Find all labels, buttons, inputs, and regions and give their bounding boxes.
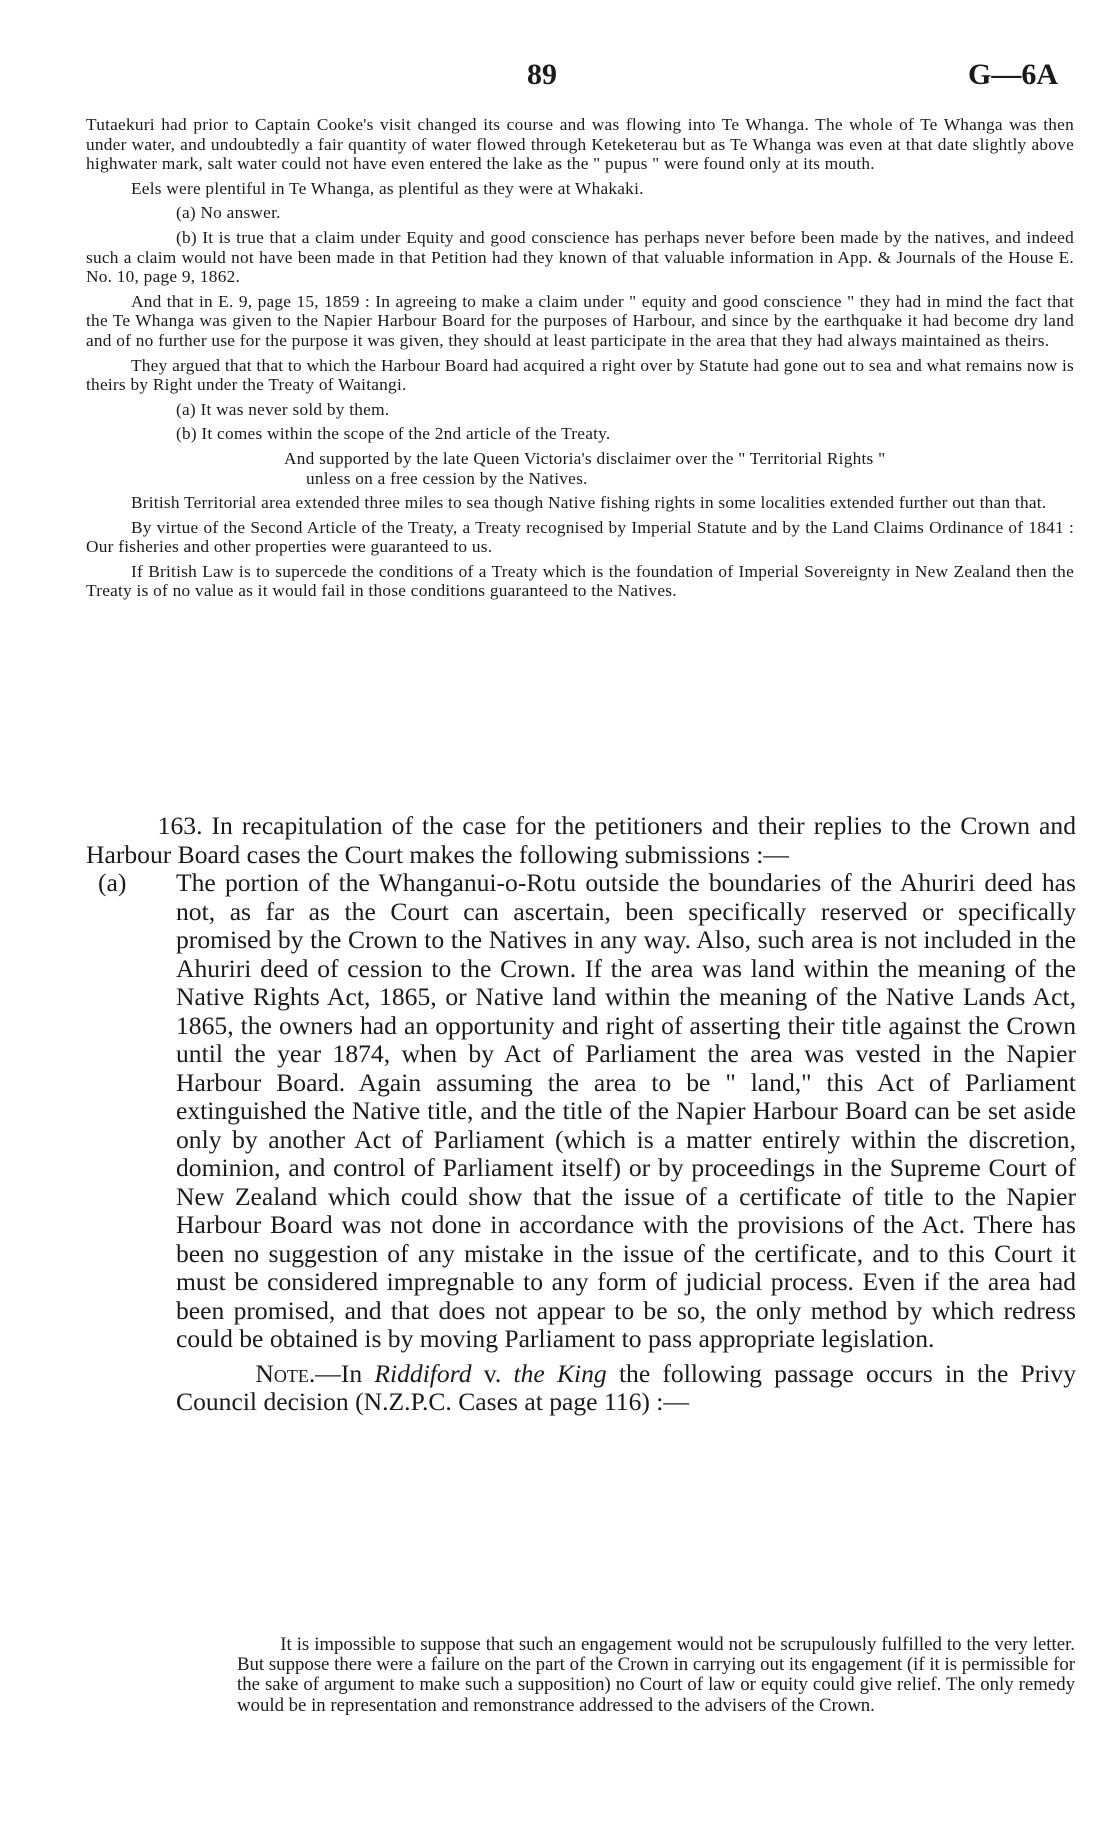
submission-a — [86, 869, 1076, 1354]
item-text: It is true that a claim under Equity and good conscience has perhaps never before been made by the natives, and indeed such a claim would not have been made in that Petition had they known of that valuable information in App. & Journals of the House E. No. 10, page 9, 1862. — [86, 227, 1074, 287]
item-text: It was never sold by them. — [200, 399, 390, 419]
case-name: the King — [513, 1358, 607, 1388]
item-label: (a) — [175, 399, 196, 419]
court-submissions-section — [86, 812, 1076, 1417]
paragraph — [86, 228, 1074, 287]
note-text: v. — [471, 1358, 514, 1388]
item-text: No answer. — [200, 203, 281, 223]
extract-text: It is impossible to suppose that such an engagement would not be scrupulously fulfilled to the very letter. But suppose there were a failure on the part of the Crown in carrying out its engagement (if it is permissible for the sake of argument to make such a supposition) no Court of law or equity could give relief. The only remedy would be in representation and remonstrance addressed to the advisers of the Crown. — [237, 1634, 1075, 1716]
note-text: —In — [315, 1358, 375, 1388]
paragraph-163: 163. In recapitulation of the case for the petitioners and their replies to the Crown and Harbour Board cases the Court makes the following submissions :— — [86, 811, 1076, 869]
item-text: The portion of the Whanganui-o-Rotu outside the boundaries of the Ahuriri deed has not, as far as the Court can ascertain, been specifically reserved or specifically promised by the Crown to the Natives in any way. Also, such area is not included in the Ahuriri deed of cession to the Crown. If the area was land within the meaning of the Native Rights Act, 1865, or Native land within the meaning of the Native Lands Act, 1865, the owners had an opportunity and right of asserting their title against the Crown until the year 1874, when by Act of Parliament the area was vested in the Napier Harbour Board. Again assuming the area to be " land," this Act of Parliament extinguished the Native title, and the title of the Napier Harbour Board can be set aside only by another Act of Parliament (which is a matter entirely within the discretion, dominion, and control of Parliament itself) or by proceedings in the Supreme Court of New Zealand which could show that the issue of a certificate of title to the Napier Harbour Board was not done in accordance with the provisions of the Act. There has been no suggestion of any mistake in the issue of the certificate, and to this Court it must be considered impregnable to any form of judicial process. Even if the area had been promised, and that does not appear to be so, the only method by which redress could be obtained is by moving Parliament to pass appropriate legislation. — [176, 868, 1076, 1353]
paragraph: They argued that that to which the Harbour Board had acquired a right over by Statute had gone out to sea and what remains now is theirs by Right under the Treaty of Waitangi. — [86, 355, 1074, 395]
note-label: Note. — [255, 1358, 316, 1388]
note-text: the following passage occurs in the Privy Council decision (N.Z.P.C. Cases at page 116) :— — [176, 1358, 1076, 1416]
paragraph: Eels were plentiful in Te Whanga, as plentiful as they were at Whakaki. — [130, 178, 644, 198]
item-label: (b) — [175, 424, 197, 444]
paragraph: unless on a free cession by the Natives. — [306, 468, 588, 488]
paragraph — [86, 203, 1074, 223]
page-number: 89 — [527, 58, 557, 91]
item-label: (a) — [98, 868, 127, 897]
paragraph: If British Law is to supercede the conditions of a Treaty which is the foundation of Imperial Sovereignty in New Zealand then the Treaty is of no value as it would fail in those conditions guaranteed to the Natives. — [86, 561, 1074, 601]
paragraph: And that in E. 9, page 15, 1859 : In agreeing to make a claim under " equity and good conscience " they had in mind the fact that the Te Whanga was given to the Napier Harbour Board for the purposes of Harbour, and since by the earthquake it had become dry land and of no further use for the purpose it was given, they should at least participate in the area that they had always maintained as theirs. — [86, 291, 1074, 350]
paragraph — [86, 400, 1074, 420]
paragraph: British Territorial area extended three miles to sea though Native fishing rights in some localities extended further out than that. — [130, 493, 1047, 513]
paragraph — [86, 424, 1074, 444]
item-label: (b) — [175, 227, 197, 247]
privy-council-extract — [237, 1635, 1075, 1716]
paragraph: And supported by the late Queen Victoria's disclaimer over the " Territorial Rights " — [284, 448, 886, 468]
petitioner-replies-section — [86, 115, 1074, 606]
paragraph: Tutaekuri had prior to Captain Cooke's visit changed its course and was flowing into Te Whanga. The whole of Te Whanga was then under water, and undoubtedly a fair quantity of water flowed through Keteketerau but as Te Whanga was even at that date slightly above highwater mark, salt water could not have even entered the lake as the " pupus " were found only at its mouth. — [86, 115, 1074, 174]
paragraph: By virtue of the Second Article of the Treaty, a Treaty recognised by Imperial Statute and by the Land Claims Ordinance of 1841 : Our fisheries and other properties were guaranteed to us. — [86, 517, 1074, 557]
case-name: Riddiford — [374, 1358, 472, 1388]
item-label: (a) — [175, 203, 196, 223]
page-reference: G—6A — [968, 58, 1058, 91]
note-paragraph — [86, 1360, 1076, 1417]
item-text: It comes within the scope of the 2nd article of the Treaty. — [201, 424, 611, 444]
page-header — [0, 58, 1114, 98]
